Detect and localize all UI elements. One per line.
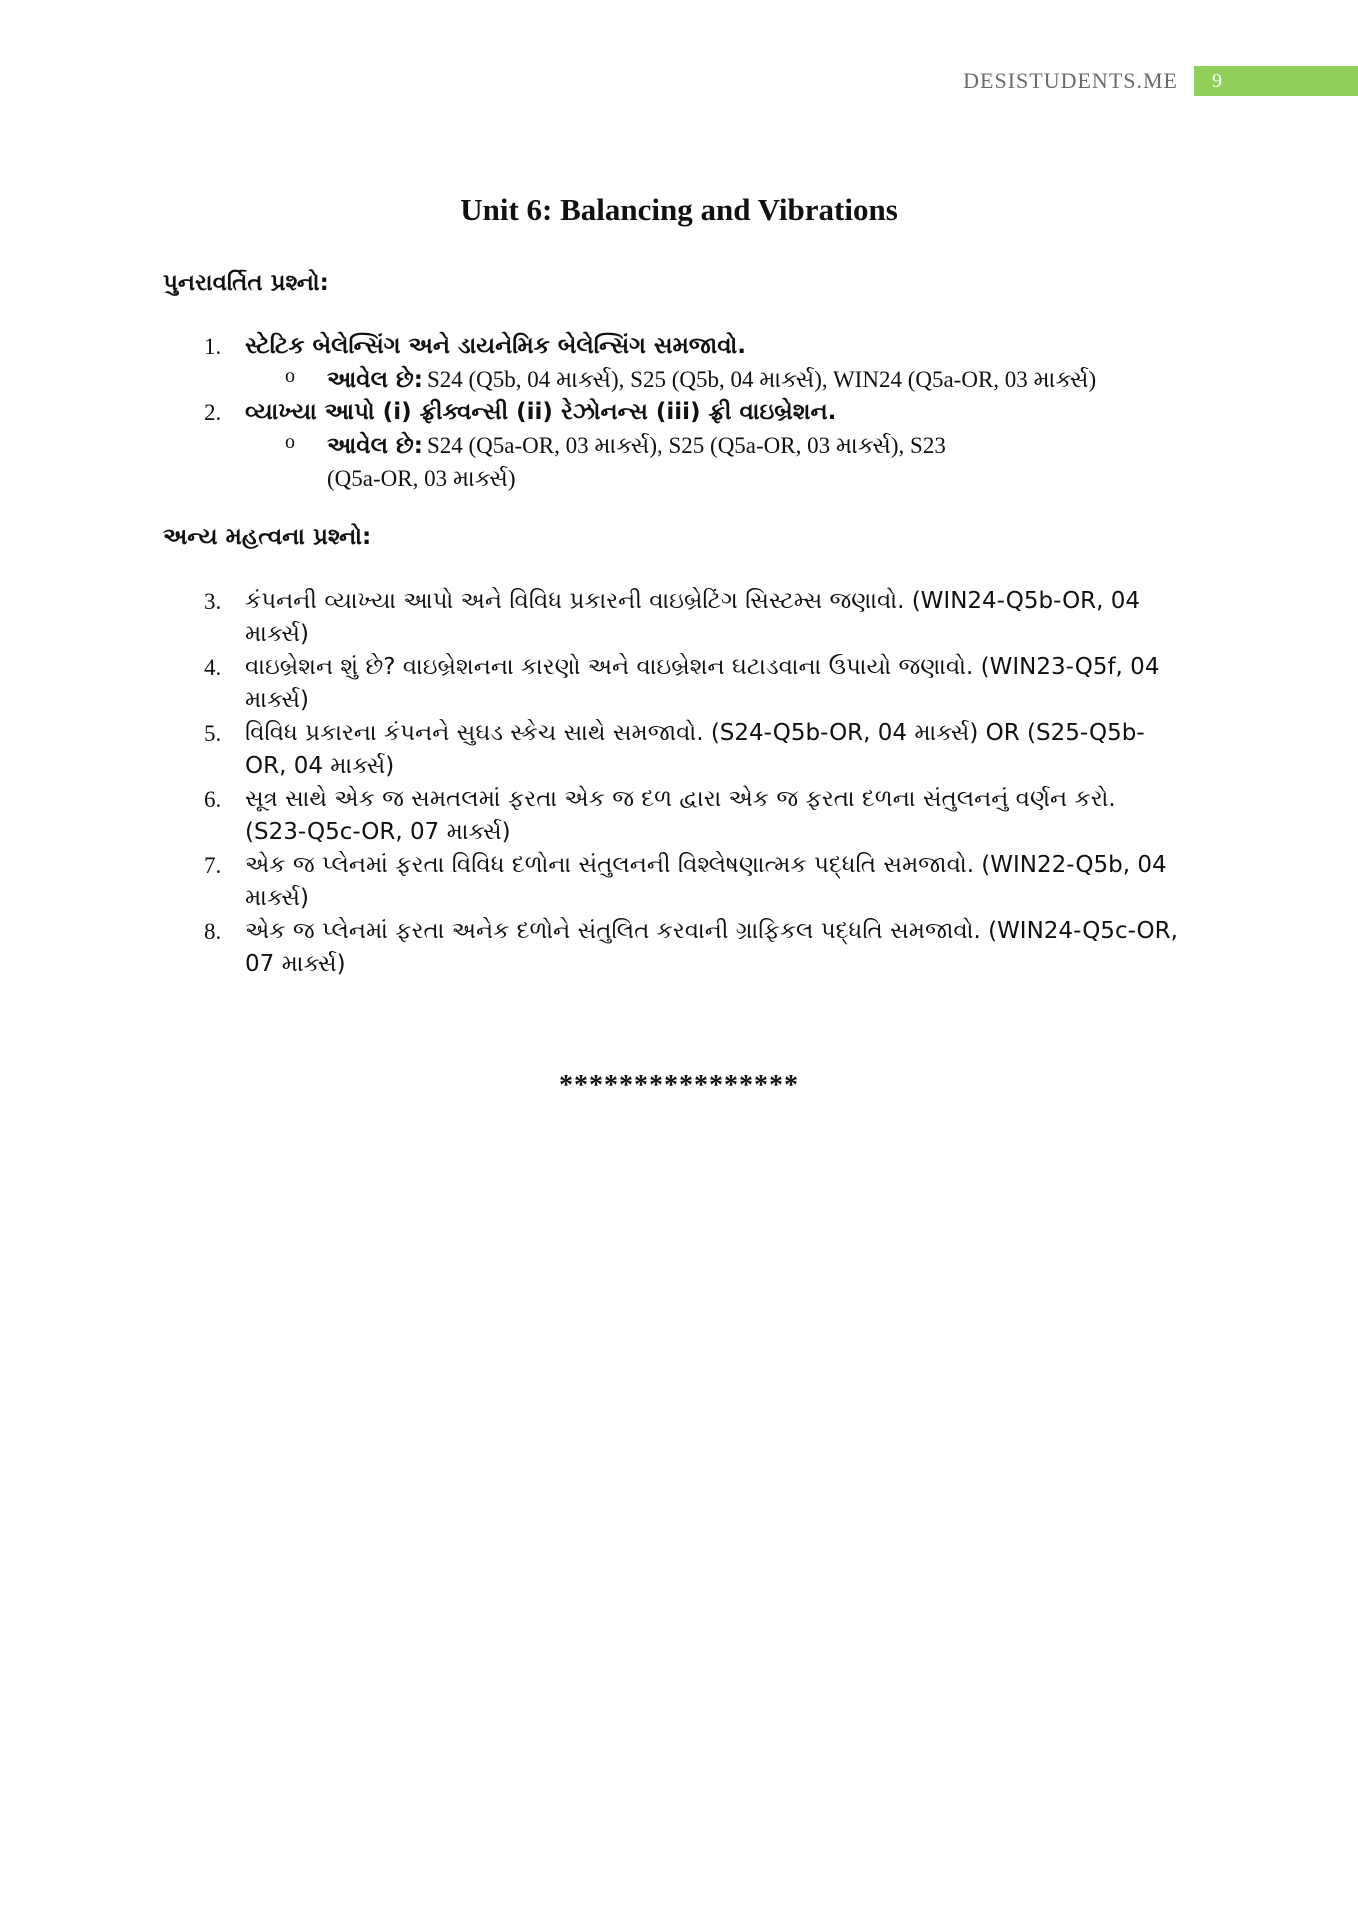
- question-text: કંપનની વ્યાખ્યા આપો અને વિવિધ પ્રકારની વાઇબ્રેટિંગ સિસ્ટમ્સ જણાવો. (WIN24-Q5b-OR, 04 માર્ક્સ): [245, 588, 1141, 647]
- section-heading-other: અન્ય મહત્વના પ્રશ્નો:: [163, 524, 372, 550]
- appeared-in: [245, 429, 1180, 495]
- end-separator: ****************: [559, 1070, 799, 1101]
- list-item: [0, 585, 1180, 651]
- question-text: એક જ પ્લેનમાં ફરતા વિવિધ દળોના સંતુલનની વિશ્લેષણાત્મક પદ્ધતિ સમજાવો. (WIN22-Q5b, 04 માર્ક્સ): [245, 852, 1167, 911]
- list-item: [0, 783, 1180, 849]
- page-header: [963, 64, 1358, 98]
- site-name: DESISTUDENTS.ME: [963, 68, 1178, 93]
- repeated-questions-list: [0, 330, 1358, 495]
- question-text: સ્ટેટિક બેલેન્સિંગ અને ડાયનેમિક બેલેન્સિંગ સમજાવો.: [245, 333, 747, 359]
- list-item: [0, 396, 1180, 495]
- list-item: [0, 717, 1180, 783]
- item-number: 8.: [204, 919, 222, 944]
- item-number: 1.: [204, 334, 222, 359]
- bullet-icon: o: [285, 431, 295, 453]
- appeared-label: આવેલ છે:: [327, 367, 423, 393]
- list-item: [0, 330, 1180, 396]
- list-item: [0, 849, 1180, 915]
- item-number: 2.: [204, 400, 222, 425]
- question-text: એક જ પ્લેનમાં ફરતા અનેક દળોને સંતુલિત કરવાની ગ્રાફિકલ પદ્ધતિ સમજાવો. (WIN24-Q5c-OR, 07 માર્ક્સ): [245, 918, 1178, 977]
- appeared-in: [245, 363, 1180, 396]
- item-number: 4.: [204, 655, 222, 680]
- appeared-text: S24 (Q5a-OR, 03 માર્ક્સ), S25 (Q5a-OR, 03 માર્ક્સ), S23 (Q5a-OR, 03 માર્ક્સ): [327, 433, 946, 491]
- other-questions-list: [0, 585, 1358, 981]
- question-text: વાઇબ્રેશન શું છે? વાઇબ્રેશનના કારણો અને વાઇબ્રેશન ઘટાડવાના ઉપાયો જણાવો. (WIN23-Q5f, 04 માર્ક્સ): [245, 654, 1160, 713]
- list-item: [0, 915, 1180, 981]
- question-text: વ્યાખ્યા આપો (i) ફ્રીક્વન્સી (ii) રેઝોનન્સ (iii) ફ્રી વાઇબ્રેશન.: [245, 399, 837, 425]
- section-heading-repeated: પુનરાવર્તિત પ્રશ્નો:: [163, 270, 329, 296]
- item-number: 5.: [204, 721, 222, 746]
- question-text: વિવિધ પ્રકારના કંપનને સુઘડ સ્કેચ સાથે સમજાવો. (S24-Q5b-OR, 04 માર્ક્સ) OR (S25-Q5b-OR, 04 માર્ક્સ): [245, 720, 1145, 779]
- item-number: 6.: [204, 787, 222, 812]
- page-title: Unit 6: Balancing and Vibrations: [460, 192, 898, 227]
- page-number: 9: [1194, 66, 1358, 96]
- bullet-icon: o: [285, 365, 295, 387]
- item-number: 7.: [204, 853, 222, 878]
- appeared-label: આવેલ છે:: [327, 433, 423, 459]
- item-number: 3.: [204, 589, 222, 614]
- question-text: સૂત્ર સાથે એક જ સમતલમાં ફરતા એક જ દળ દ્વારા એક જ ફરતા દળના સંતુલનનું વર્ણન કરો. (S23-Q5c-OR, 07 માર્ક્સ): [245, 786, 1116, 845]
- list-item: [0, 651, 1180, 717]
- appeared-text: S24 (Q5b, 04 માર્ક્સ), S25 (Q5b, 04 માર્ક્સ), WIN24 (Q5a-OR, 03 માર્ક્સ): [426, 367, 1097, 392]
